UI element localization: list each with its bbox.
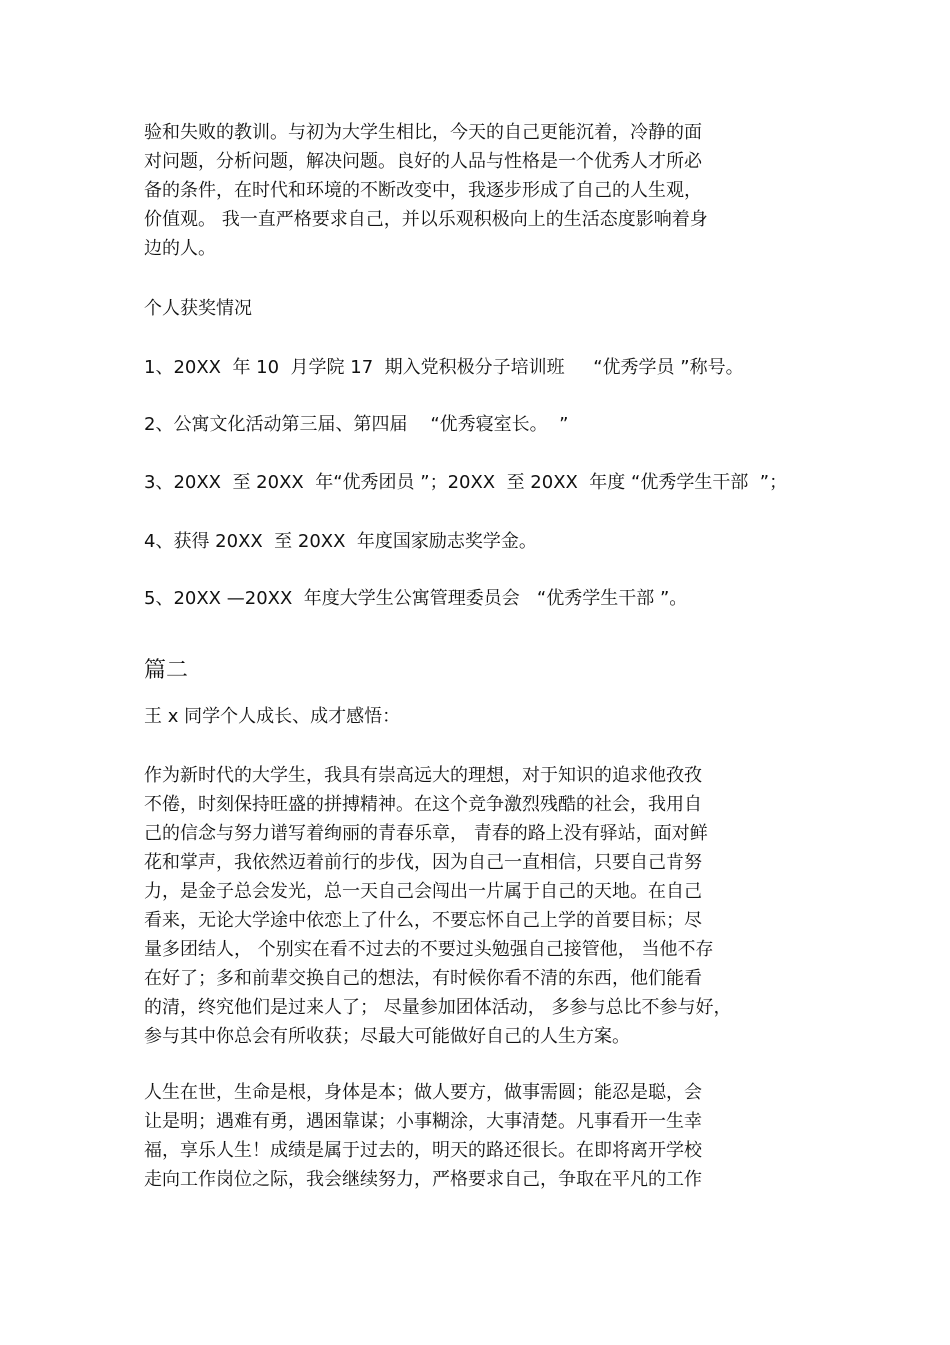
text-line: 不倦，时刻保持旺盛的拼搏精神。在这个竞争激烈残酷的社会，我用自 bbox=[144, 794, 702, 815]
award-item-3: 3、20XX 至 20XX 年“优秀团员 ”；20XX 至 20XX 年度 “优秀学生干部 ”； bbox=[144, 472, 788, 493]
section-heading: 篇二 bbox=[144, 658, 189, 683]
text-line: 验和失败的教训。与初为大学生相比，今天的自己更能沉着，冷静的面 bbox=[144, 122, 702, 143]
award-item-5: 5、20XX —20XX 年度大学生公寓管理委员会 “优秀学生干部 ”。 bbox=[144, 588, 688, 609]
text-line: 对问题，分析问题，解决问题。良好的人品与性格是一个优秀人才所必 bbox=[144, 151, 702, 172]
text-line: 参与其中你总会有所收获；尽最大可能做好自己的人生方案。 bbox=[144, 1026, 630, 1047]
text-line: 花和掌声，我依然迈着前行的步伐，因为自己一直相信，只要自己肯努 bbox=[144, 852, 702, 873]
text-line: 己的信念与努力谱写着绚丽的青春乐章， 青春的路上没有驿站，面对鲜 bbox=[144, 823, 708, 844]
text-line: 作为新时代的大学生，我具有崇高远大的理想，对于知识的追求他孜孜 bbox=[144, 765, 702, 786]
text-line: 量多团结人， 个别实在看不过去的不要过头勉强自己接管他， 当他不存 bbox=[144, 939, 714, 960]
text-line: 让是明；遇难有勇，遇困靠谋；小事糊涂，大事清楚。凡事看开一生幸 bbox=[144, 1111, 702, 1132]
growth-paragraph bbox=[144, 761, 731, 1051]
award-item-4: 4、获得 20XX 至 20XX 年度国家励志奖学金。 bbox=[144, 531, 537, 552]
text-line: 在好了；多和前辈交换自己的想法，有时候你看不清的东西，他们能看 bbox=[144, 968, 702, 989]
award-item-2: 2、公寓文化活动第三届、第四届 “优秀寝室长。 ” bbox=[144, 414, 569, 435]
text-line: 边的人。 bbox=[144, 238, 216, 259]
award-item-1: 1、20XX 年 10 月学院 17 期入党积极分子培训班 “优秀学员 ”称号。 bbox=[144, 357, 744, 378]
text-line: 价值观。 我一直严格要求自己，并以乐观积极向上的生活态度影响着身 bbox=[144, 209, 708, 230]
text-line: 备的条件，在时代和环境的不断改变中，我逐步形成了自己的人生观， bbox=[144, 180, 702, 201]
text-line: 看来，无论大学途中依恋上了什么，不要忘怀自己上学的首要目标；尽 bbox=[144, 910, 702, 931]
section-subtitle: 王 x 同学个人成长、成才感悟： bbox=[144, 706, 401, 727]
text-line: 人生在世，生命是根，身体是本；做人要方，做事需圆；能忍是聪，会 bbox=[144, 1082, 702, 1103]
life-paragraph bbox=[144, 1078, 702, 1194]
intro-paragraph bbox=[144, 118, 708, 263]
awards-title: 个人获奖情况 bbox=[144, 298, 252, 319]
text-line: 走向工作岗位之际，我会继续努力，严格要求自己，争取在平凡的工作 bbox=[144, 1169, 702, 1190]
text-line: 的清，终究他们是过来人了； 尽量参加团体活动， 多参与总比不参与好， bbox=[144, 997, 732, 1018]
text-line: 福，享乐人生！成绩是属于过去的，明天的路还很长。在即将离开学校 bbox=[144, 1140, 702, 1161]
text-line: 力，是金子总会发光，总一天自己会闯出一片属于自己的天地。在自己 bbox=[144, 881, 702, 902]
